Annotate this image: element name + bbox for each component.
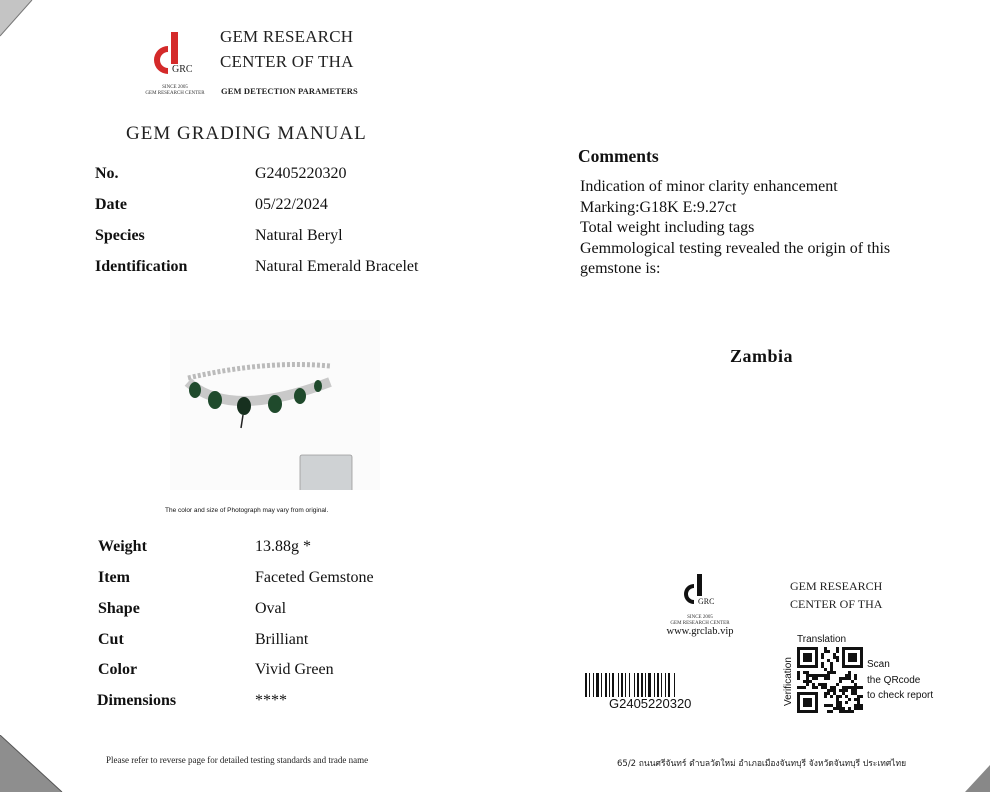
comment-line: gemstone is: (580, 260, 661, 277)
barcode-bar (589, 673, 590, 697)
detail-row-date (95, 196, 515, 220)
spec-row-cut (95, 631, 515, 655)
qr-module (836, 656, 839, 659)
qr-module (848, 710, 851, 713)
qr-module (797, 671, 800, 674)
spec-label: Cut (98, 631, 124, 648)
barcode-bar (629, 673, 630, 697)
qr-line: Scan (867, 659, 890, 670)
spec-value: 13.88g * (255, 538, 311, 555)
spec-row-weight (95, 538, 515, 562)
qr-module (797, 677, 800, 680)
seal-center: GEM RESEARCH CENTER (670, 621, 730, 626)
qr-module (824, 692, 827, 695)
qr-module (806, 671, 809, 674)
qr-module (803, 671, 806, 674)
qr-module (830, 689, 833, 692)
qr-module (824, 683, 827, 686)
barcode-bars (585, 673, 727, 697)
detail-value: 05/22/2024 (255, 196, 328, 213)
qr-module (824, 677, 827, 680)
spec-label: Weight (98, 538, 147, 555)
qr-module (860, 695, 863, 698)
emerald-stone (189, 382, 201, 398)
spec-value: Brilliant (255, 631, 309, 648)
spec-value: Vivid Green (255, 661, 334, 678)
qr-module (842, 710, 845, 713)
qr-module (842, 677, 845, 680)
barcode-bar (641, 673, 643, 697)
qr-instructions (867, 657, 933, 704)
qr-module (812, 674, 815, 677)
qr-module (857, 707, 860, 710)
qr-module (833, 653, 836, 656)
barcode-bar (621, 673, 623, 697)
website-link[interactable]: www.grclab.vip (666, 626, 734, 637)
photo-disclaimer: The color and size of Photograph may vary from original. (165, 507, 329, 514)
detail-row-no (95, 165, 515, 189)
qr-module (848, 686, 851, 689)
spec-row-shape (95, 600, 515, 624)
footer-note: Please refer to reverse page for detailed testing standards and trade name (106, 755, 369, 765)
qr-module (845, 695, 848, 698)
document-title: GEM GRADING MANUAL (126, 123, 367, 144)
qr-module (821, 665, 824, 668)
qr-module (842, 689, 845, 692)
qr-module (818, 674, 821, 677)
corner-shadow-bottom-left (0, 735, 70, 792)
qr-module (839, 689, 842, 692)
barcode-bar (637, 673, 639, 697)
qr-module (857, 695, 860, 698)
qr-module (827, 674, 830, 677)
qr-module (848, 677, 851, 680)
qr-module (830, 662, 833, 665)
spec-label: Item (98, 569, 130, 586)
barcode-bar (601, 673, 602, 697)
emerald-stone (237, 397, 251, 415)
qr-module (821, 662, 824, 665)
qr-module (857, 701, 860, 704)
qr-module (833, 671, 836, 674)
qr-module (851, 692, 854, 695)
qr-module (836, 707, 839, 710)
qr-module (839, 695, 842, 698)
qr-module (830, 671, 833, 674)
qr-line: to check report (867, 690, 934, 701)
barcode-bar (648, 673, 651, 697)
detail-value: G2405220320 (255, 165, 347, 182)
qr-code[interactable] (797, 647, 863, 718)
barcode-bar (645, 673, 646, 697)
qr-code-icon (797, 647, 863, 713)
detail-label: No. (95, 165, 119, 182)
seal-org-line2: CENTER OF THA (790, 597, 883, 611)
qr-module (854, 692, 857, 695)
emerald-stone (268, 395, 282, 413)
spec-row-dimensions (95, 692, 515, 716)
barcode-bar (609, 673, 610, 697)
qr-module (854, 704, 857, 707)
qr-module (848, 707, 851, 710)
qr-module (848, 698, 851, 701)
qr-module (836, 683, 839, 686)
origin-country: Zambia (730, 346, 794, 366)
qr-line: the QRcode (867, 674, 921, 686)
qr-module (815, 674, 818, 677)
detail-value: Natural Emerald Bracelet (255, 258, 419, 275)
qr-finder (803, 653, 812, 662)
logo-center: GEM RESEARCH CENTER (145, 91, 205, 96)
qr-module (839, 707, 842, 710)
corner-shadow-top-left (0, 0, 40, 40)
qr-module (842, 707, 845, 710)
barcode-number: G2405220320 (609, 696, 692, 711)
qr-module (824, 674, 827, 677)
qr-module (836, 659, 839, 662)
barcode-bar (585, 673, 587, 697)
qr-module (830, 704, 833, 707)
qr-module (860, 686, 863, 689)
spec-row-item (95, 569, 515, 593)
photo-area (170, 320, 380, 490)
qr-module (857, 686, 860, 689)
qr-module (854, 707, 857, 710)
org-name-line2: CENTER OF THA (220, 52, 354, 71)
qr-module (851, 686, 854, 689)
detail-label: Species (95, 227, 145, 244)
qr-module (845, 677, 848, 680)
qr-module (839, 701, 842, 704)
qr-module (851, 710, 854, 713)
qr-module (821, 653, 824, 656)
qr-module (824, 650, 827, 653)
emerald-stone (294, 388, 306, 404)
qr-module (812, 683, 815, 686)
qr-module (845, 701, 848, 704)
qr-module (809, 680, 812, 683)
comment-line: Total weight including tags (580, 219, 755, 236)
qr-module (848, 674, 851, 677)
qr-module (851, 689, 854, 692)
qr-module (806, 677, 809, 680)
qr-module (854, 689, 857, 692)
qr-module (830, 668, 833, 671)
grc-logo-text: GRC (172, 64, 193, 75)
qr-module (809, 674, 812, 677)
org-name-line1: GEM RESEARCH (220, 27, 354, 46)
logo-since: SINCE 2005 (162, 85, 188, 90)
qr-module (821, 656, 824, 659)
emerald-stone (208, 391, 222, 409)
qr-module (857, 698, 860, 701)
qr-module (848, 671, 851, 674)
qr-module (836, 704, 839, 707)
qr-module (830, 665, 833, 668)
comments-heading: Comments (578, 146, 659, 166)
header-subtitle: GEM DETECTION PARAMETERS (221, 86, 358, 96)
barcode-bar (661, 673, 662, 697)
qr-finder (803, 698, 812, 707)
qr-module (827, 650, 830, 653)
qr-module (830, 686, 833, 689)
qr-module (803, 680, 806, 683)
detail-row-species (95, 227, 515, 251)
qr-module (806, 674, 809, 677)
qr-module (860, 704, 863, 707)
barcode-bar (665, 673, 666, 697)
qr-module (803, 686, 806, 689)
qr-module (845, 710, 848, 713)
detail-label: Identification (95, 258, 188, 275)
qr-module (821, 683, 824, 686)
qr-module (836, 650, 839, 653)
qr-module (836, 695, 839, 698)
spec-value: **** (255, 692, 287, 709)
qr-module (815, 677, 818, 680)
qr-module (836, 698, 839, 701)
qr-module (827, 689, 830, 692)
spec-value: Faceted Gemstone (255, 569, 374, 586)
qr-module (854, 677, 857, 680)
qr-module (839, 680, 842, 683)
barcode-bar (618, 673, 619, 697)
qr-module (839, 677, 842, 680)
qr-module (854, 674, 857, 677)
spec-label: Shape (98, 600, 140, 617)
qr-module (827, 710, 830, 713)
detail-label: Date (95, 196, 127, 213)
qr-module (797, 686, 800, 689)
seal-since: SINCE 2005 (687, 615, 713, 620)
qr-module (833, 689, 836, 692)
spec-label: Dimensions (97, 692, 177, 709)
qr-module (800, 686, 803, 689)
barcode-bar (612, 673, 614, 697)
detail-row-identification (95, 258, 515, 282)
seal-org-line1: GEM RESEARCH (790, 579, 883, 593)
seal-logo-text: GRC (698, 597, 715, 606)
qr-module (854, 683, 857, 686)
barcode-bar (596, 673, 599, 697)
qr-module (824, 668, 827, 671)
qr-module (812, 686, 815, 689)
comments-body (580, 177, 940, 280)
bracelet-image (170, 320, 380, 490)
barcode-bar (668, 673, 670, 697)
qr-module (827, 704, 830, 707)
barcode-bar (593, 673, 594, 697)
qr-module (827, 677, 830, 680)
qr-module (806, 683, 809, 686)
barcode-bar (605, 673, 607, 697)
comment-line: Indication of minor clarity enhancement (580, 178, 838, 195)
corner-shadow-bottom-right (965, 765, 990, 792)
qr-module (836, 701, 839, 704)
qr-module (830, 695, 833, 698)
qr-translation-label: Translation (797, 634, 847, 645)
barcode-bar (625, 673, 626, 697)
qr-module (857, 704, 860, 707)
barcode-bar (634, 673, 635, 697)
grc-logo (140, 28, 210, 98)
qr-module (824, 695, 827, 698)
qr-module (845, 674, 848, 677)
qr-module (845, 686, 848, 689)
qr-module (860, 707, 863, 710)
barcode-bar (674, 673, 675, 697)
qr-module (830, 710, 833, 713)
qr-module (833, 692, 836, 695)
qr-verification-label: Verification (783, 657, 794, 706)
qr-module (827, 659, 830, 662)
qr-module (833, 656, 836, 659)
qr-finder (848, 653, 857, 662)
qr-module (833, 707, 836, 710)
hologram-sticker (300, 455, 352, 490)
qr-module (815, 686, 818, 689)
detail-value: Natural Beryl (255, 227, 343, 244)
qr-module (821, 686, 824, 689)
qr-module (836, 647, 839, 650)
qr-module (842, 686, 845, 689)
barcode-bar (657, 673, 659, 697)
qr-module (839, 710, 842, 713)
qr-module (842, 692, 845, 695)
qr-module (812, 677, 815, 680)
footer-address: 65/2 ถนนศรีจันทร์ ตำบลวัดใหม่ อำเภอเมืองจันทบุรี จังหวัดจันทบุรี ประเทศไทย (617, 759, 907, 769)
qr-module (833, 686, 836, 689)
qr-module (806, 680, 809, 683)
qr-module (854, 698, 857, 701)
spec-label: Color (98, 661, 138, 678)
qr-module (845, 689, 848, 692)
qr-module (851, 680, 854, 683)
seal-logo (660, 572, 740, 627)
grc-logo-mark-icon (660, 572, 740, 614)
spec-value: Oval (255, 600, 287, 617)
qr-module (824, 647, 827, 650)
emerald-stone (314, 380, 322, 392)
qr-module (839, 704, 842, 707)
qr-module (854, 686, 857, 689)
comment-line: Gemmological testing revealed the origin of this (580, 239, 891, 257)
qr-module (827, 671, 830, 674)
qr-module (824, 686, 827, 689)
qr-module (821, 674, 824, 677)
spec-row-color (95, 661, 515, 685)
grc-logo-mark-icon (140, 28, 210, 80)
barcode-bar (654, 673, 655, 697)
qr-module (824, 704, 827, 707)
comment-line: Marking:G18K E:9.27ct (580, 198, 737, 216)
qr-module (818, 683, 821, 686)
qr-module (827, 692, 830, 695)
qr-module (797, 674, 800, 677)
